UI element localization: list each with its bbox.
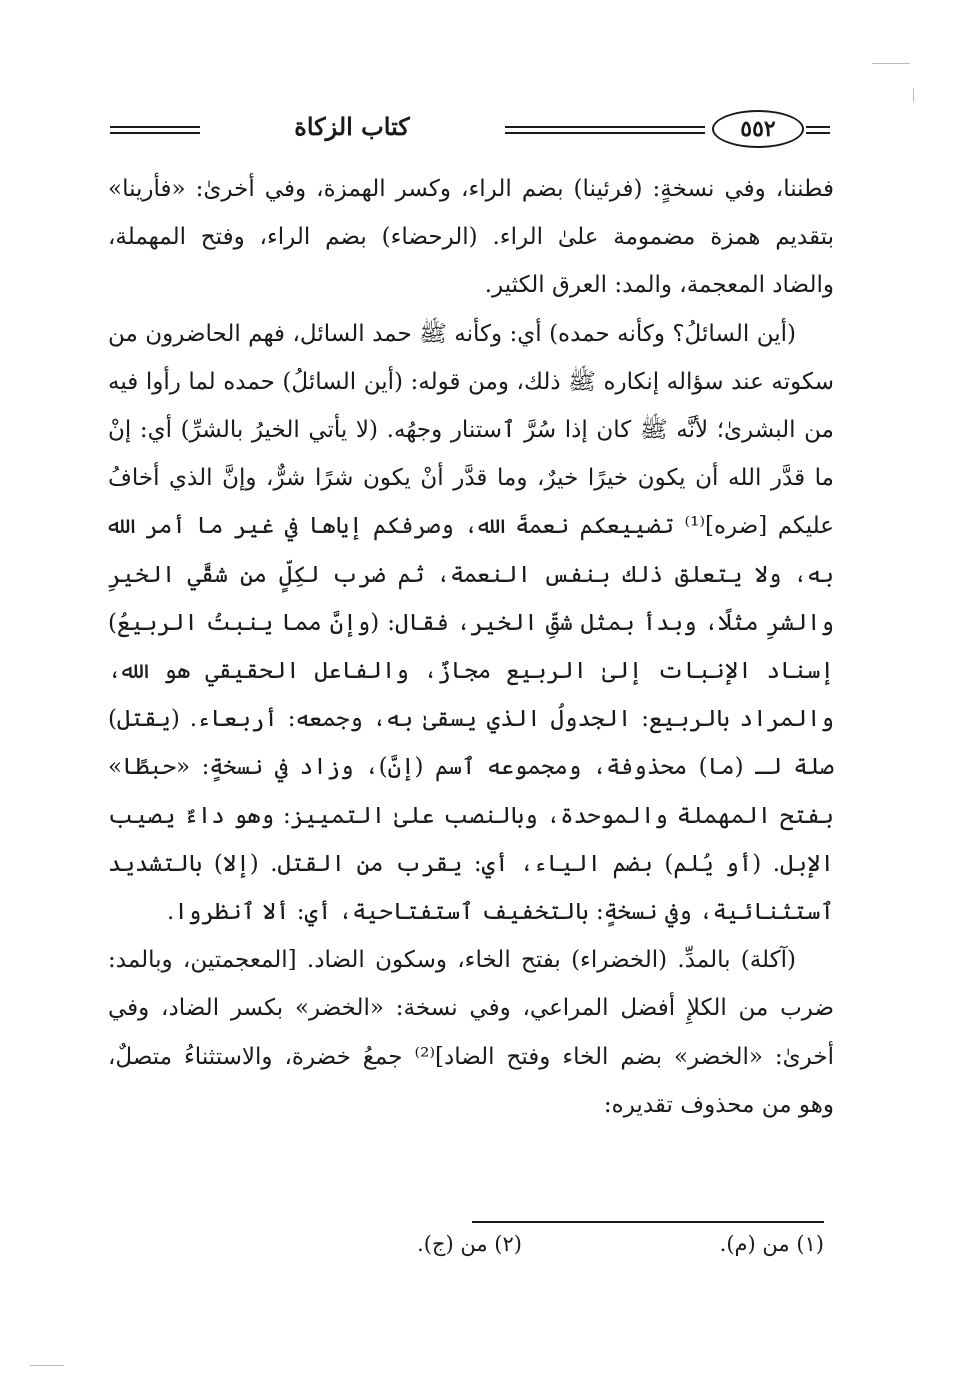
header-rule-right xyxy=(806,126,830,134)
footnote-2: (٢) من (ج). xyxy=(417,1232,522,1256)
footnote-separator xyxy=(472,1221,824,1223)
page-header xyxy=(110,108,830,152)
scan-mark xyxy=(913,88,914,102)
footnotes xyxy=(300,1232,824,1266)
running-title: كتاب الزكاة xyxy=(294,112,410,141)
paragraph: (أين السائلُ؟ وكأنه حمده) أي: وكأنه ﷺ حمد السائل، فهم الحاضرون من سكوته عند سؤاله إنكاره ﷺ ذلك، ومن قوله: (أين السائلُ) حمده لما رأوا فيه من البشرىٰ؛ لأنَّه ﷺ كان إذا سُرَّ ٱستنار وجهُه. (لا يأتي الخيرُ بالشرِّ) أي: إنْ ما قدَّر الله أن يكون خيرًا خيرٌ، وما قدَّر أنْ يكون شرًا شرٌّ، وإنَّ الذي أخافُ عليكم [ضره]⁽¹⁾ تضييعكم نعمةَ الله، وصرفكم إياها في غير ما أمر الله به، ولا يتعلق ذلك بنفس النعمة، ثم ضرب لكِلٍّ من شقَّي الخيرِ والشرِ مثلًا، وبدأ بمثل شقِّ الخير، فقال: (وإنَّ مما ينبتُ الربيعُ) إسناد الإنبات إلىٰ الربيع مجازٌ، والفاعل الحقيقي هو الله، والمراد بالربيع: الجدولُ الذي يسقىٰ به، وجمعه: أربعاء. (يقتل) صلة لـ (ما) محذوفة، ومجموعه ٱسم (إنَّ)، وزاد في نسخةٍ: «حبطًا» بفتح المهملة والموحدة، وبالنصب علىٰ التمييز: وهو داءٌ يصيب الإبل. (أو يُلم) بضم الياء، أي: يقرب من القتل. (إلا) بالتشديد ٱستثنائية، وفي نسخةٍ: بالتخفيف ٱستفتاحية، أي: ألا ٱنظروا. xyxy=(108,320,834,926)
scan-mark xyxy=(872,63,910,64)
page-number: ٥٥٢ xyxy=(712,110,804,148)
header-rule-left xyxy=(110,126,200,134)
main-text xyxy=(108,165,834,1129)
header-rule-middle xyxy=(505,126,705,134)
scan-mark xyxy=(30,1365,64,1366)
footnote-1: (١) من (م). xyxy=(719,1232,824,1256)
paragraph: فطننا، وفي نسخةٍ: (فرئينا) بضم الراء، وكسر الهمزة، وفي أخرىٰ: «فأرينا» بتقديم همزة مضمومة علىٰ الراء. (الرحضاء) بضم الراء، وفتح المهملة، والضاد المعجمة، والمد: العرق الكثير. xyxy=(108,176,834,299)
paragraph: (آكلة) بالمدِّ. (الخضراء) بفتح الخاء، وسكون الضاد. [المعجمتين، وبالمد: ضرب من الكلإِ أفضل المراعي، وفي نسخة: «الخضر» بكسر الضاد، وفي أخرىٰ: «الخضر» بضم الخاء وفتح الضاد]⁽²⁾ جمعُ خضرة، والاستثناءُ متصلٌ، وهو من محذوف تقديره: xyxy=(108,947,834,1118)
